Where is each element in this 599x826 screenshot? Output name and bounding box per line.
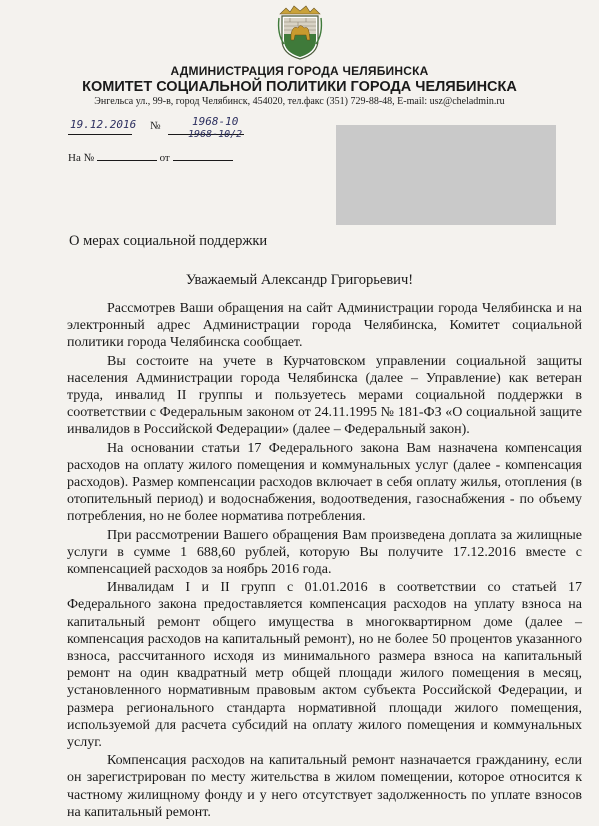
- letter-greeting: Уважаемый Александр Григорьевич!: [185, 272, 414, 288]
- paragraph: Рассмотрев Ваши обращения на сайт Администрации города Челябинска и на электронный адрес Администрации города Челябинска, Комитет социальной политики города Челябинска сообщает.: [67, 301, 582, 351]
- outgoing-number: 1968-10: [192, 115, 239, 128]
- paragraph: При рассмотрении Вашего обращения Вам произведена доплата за жилищные услуги в сумме 1 688,60 рублей, которую Вы получите 17.12.2016 вместе с компенсацией расходов за ноябрь 2016 года.: [67, 527, 582, 578]
- committee-title: КОМИТЕТ СОЦИАЛЬНОЙ ПОЛИТИКИ ГОРОДА ЧЕЛЯБИНСКА: [82, 79, 517, 95]
- reply-date-blank: [173, 150, 233, 161]
- paragraph: Компенсация расходов на капитальный ремонт назначается гражданину, если он зарегистрирован по месту жительства в жилом помещении, которое относится к частному жилищному фонду и у него отсутствует задолженность по уплате взносов на капитальный ремонт.: [67, 753, 582, 820]
- letter-date: 19.12.2016: [70, 118, 137, 131]
- outgoing-number-secondary: 1968-10/2: [188, 129, 243, 140]
- city-coat-of-arms-icon: [276, 4, 324, 60]
- paragraph: На основании статьи 17 Федерального закона Вам назначена компенсация расходов на оплату жилого помещения и коммунальных услуг (далее - компенсация расходов). Размер компенсации расходов включает в себя оплату жилья, отопления (в отопительный период) и водоснабжения, водоотведения, газоснабжения - по объему потребления, но не более норматива потребления.: [67, 440, 582, 525]
- letter-body: [67, 300, 582, 822]
- redacted-addressee: [336, 125, 556, 225]
- reply-date-label: от: [159, 152, 170, 164]
- committee-address: Энгельса ул., 99-в, город Челябинск, 454020, тел.факс (351) 729-88-48, E-mail: usz@cheladmin.ru: [94, 96, 505, 107]
- administration-title: АДМИНИСТРАЦИЯ ГОРОДА ЧЕЛЯБИНСКА: [170, 64, 429, 78]
- reply-to-label: На №: [68, 152, 95, 164]
- paragraph: Вы состоите на учете в Курчатовском управлении социальной защиты населения Администрации города Челябинска (далее – Управление) как ветеран труда, инвалид II группы и пользуетесь мерами социальной поддержки в соответствии с Федеральным законом от 24.11.1995 № 181-ФЗ «О социальной защите инвалидов в Российской Федерации» (далее – Федеральный закон).: [67, 353, 582, 438]
- letter-subject: О мерах социальной поддержки: [69, 233, 268, 249]
- paragraph: Инвалидам I и II групп с 01.01.2016 в соответствии со статьей 17 Федерального закона предоставляется компенсация расходов на уплату взноса на капитальный ремонт общего имущества в многоквартирном доме (далее – компенсация расходов на капитальный ремонт), но не более 50 процентов указанного взноса, рассчитанного исходя из минимального размера взноса на капитальный ремонт на один квадратный метр общей площади жилого помещения в месяц, установленного нормативным правовым актом субъекта Российской Федерации, и размера регионального стандарта нормативной площади жилого помещения, используемой для расчета субсидий на оплату жилого помещения и коммунальных услуг.: [67, 580, 582, 751]
- reply-number-blank: [97, 150, 157, 161]
- number-sign: №: [150, 120, 161, 132]
- reply-to-line: [68, 150, 233, 164]
